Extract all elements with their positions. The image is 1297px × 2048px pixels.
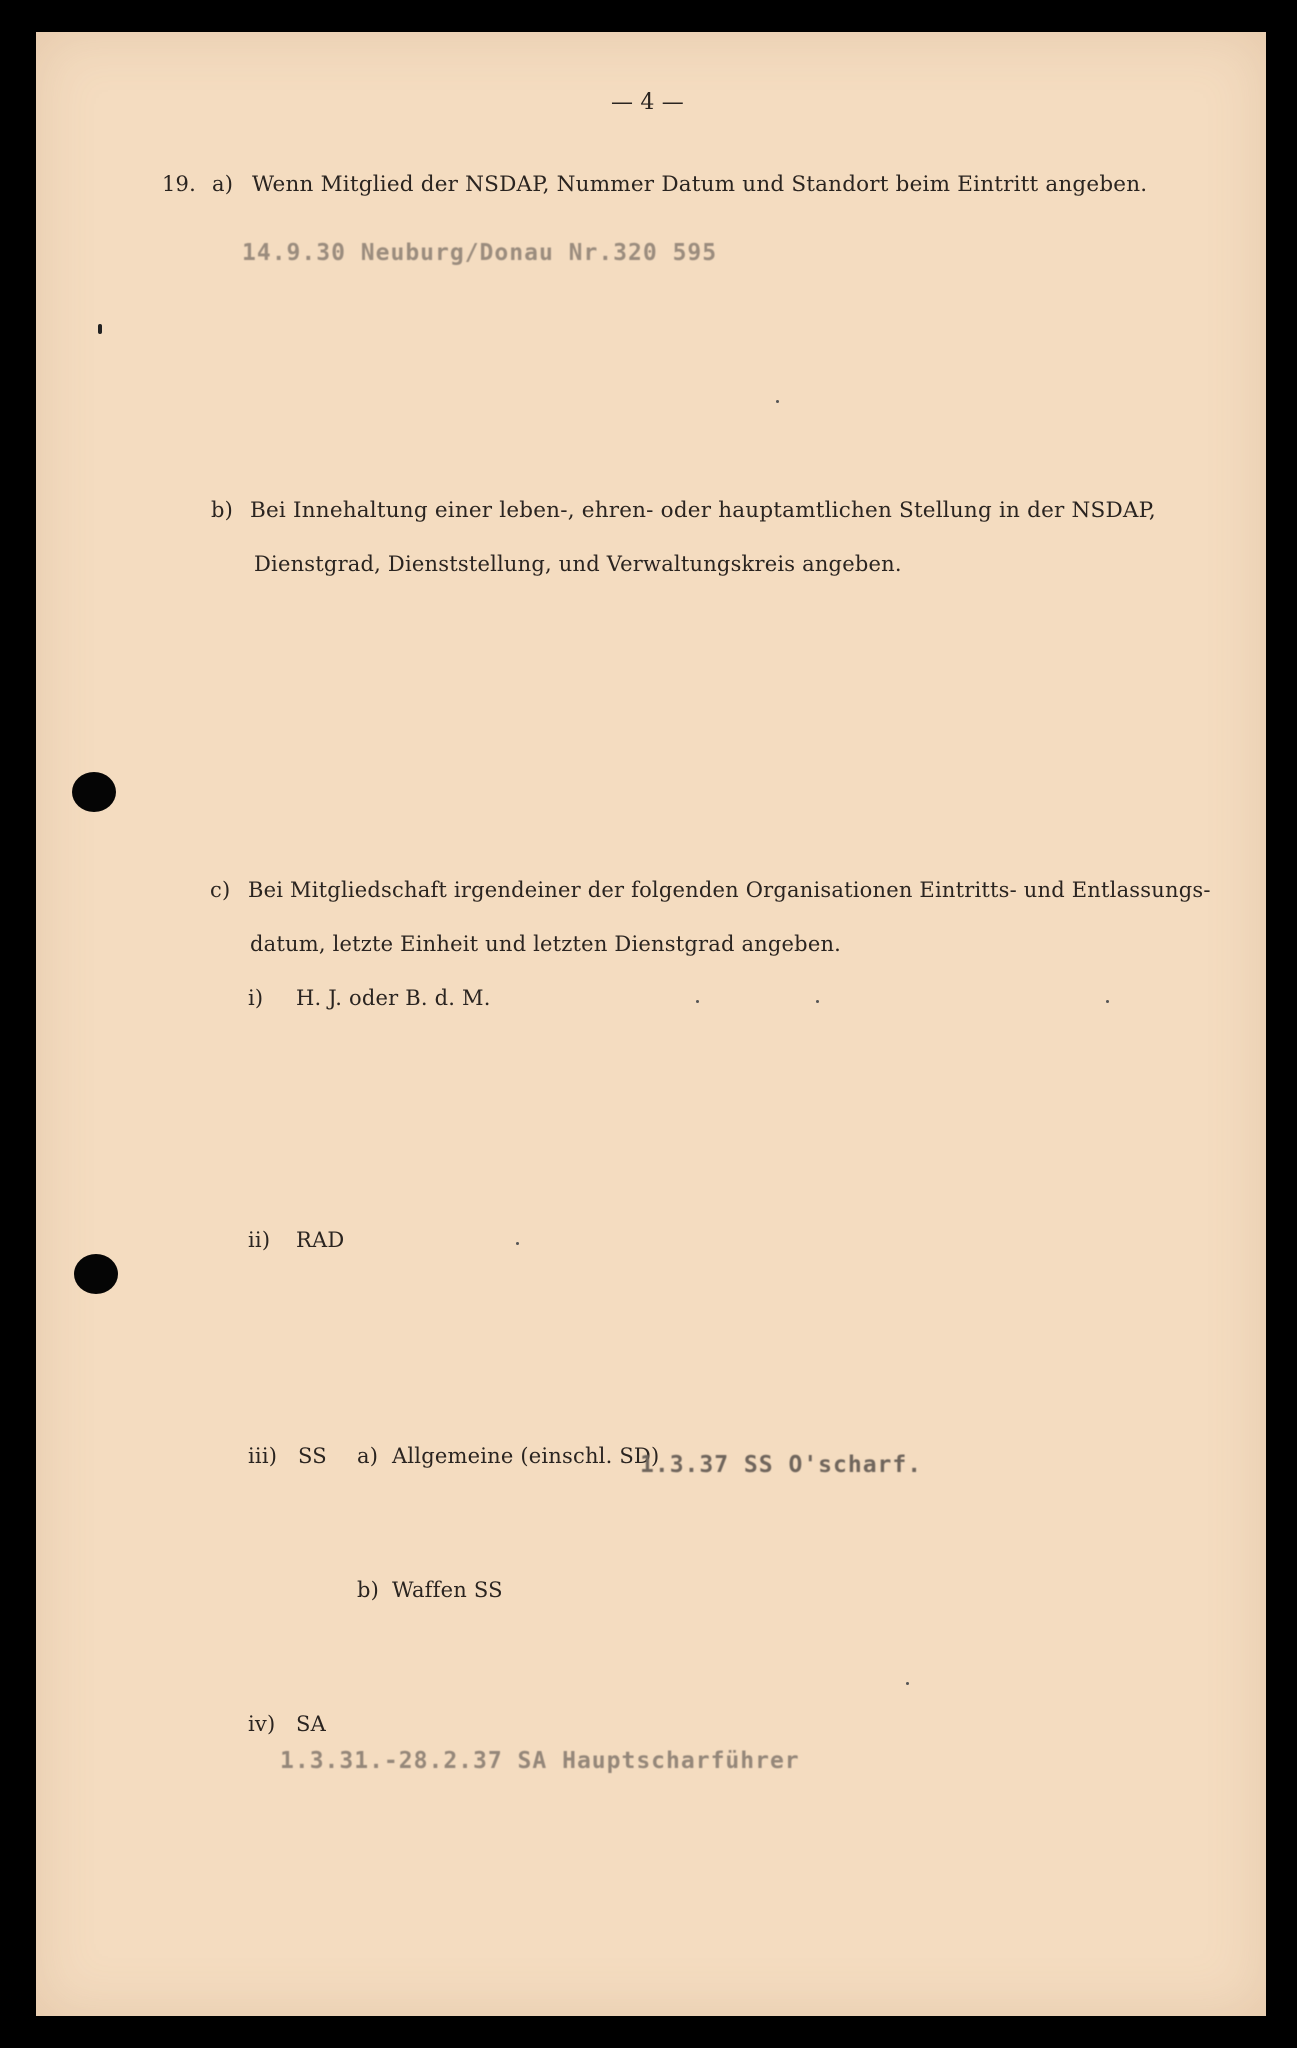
question-19c-marker: c) <box>210 878 231 902</box>
answer-iv: 1.3.31.-28.2.37 SA Hauptscharführer <box>280 1748 800 1774</box>
item-i-label: H. J. oder B. d. M. <box>296 986 491 1010</box>
paper-speck <box>1106 1000 1109 1003</box>
page-number: — 4 — <box>611 90 684 115</box>
paper-speck <box>906 1682 909 1685</box>
paper-speck <box>98 324 102 334</box>
paper-speck <box>696 1000 699 1003</box>
question-number: 19. <box>162 172 196 196</box>
item-iii-marker: iii) <box>248 1444 278 1468</box>
item-ii-label: RAD <box>296 1228 345 1252</box>
question-19b-line1: Bei Innehaltung einer leben-, ehren- oder hauptamtlichen Stellung in der NSDAP, <box>250 498 1156 523</box>
item-i-marker: i) <box>248 986 264 1010</box>
item-ii-marker: ii) <box>248 1228 271 1252</box>
document-page <box>36 32 1266 2016</box>
paper-speck <box>816 1000 819 1003</box>
answer-iii-a: 1.3.37 SS O'scharf. <box>640 1452 923 1478</box>
item-iv-marker: iv) <box>248 1712 276 1736</box>
question-19a-marker: a) <box>212 172 234 196</box>
item-iii-b-label: Waffen SS <box>392 1578 503 1602</box>
question-19c-line2: datum, letzte Einheit und letzten Dienstgrad angeben. <box>250 932 842 956</box>
item-iii-b-marker: b) <box>357 1578 380 1602</box>
item-iii-label: SS <box>298 1444 327 1468</box>
question-19a-text: Wenn Mitglied der NSDAP, Nummer Datum und Standort beim Eintritt angeben. <box>252 172 1148 197</box>
paper-speck <box>776 400 779 403</box>
punch-hole-bottom <box>74 1254 118 1294</box>
item-iv-label: SA <box>296 1712 326 1736</box>
item-iii-a-label: Allgemeine (einschl. SD) <box>392 1444 660 1468</box>
answer-19a: 14.9.30 Neuburg/Donau Nr.320 595 <box>242 240 718 266</box>
punch-hole-top <box>72 772 116 812</box>
paper-speck <box>516 1242 519 1245</box>
item-iii-a-marker: a) <box>357 1444 379 1468</box>
question-19b-marker: b) <box>211 498 234 522</box>
question-19c-line1: Bei Mitgliedschaft irgendeiner der folgenden Organisationen Eintritts- und Entlassungs- <box>248 878 1211 902</box>
question-19b-line2: Dienstgrad, Dienststellung, und Verwaltungskreis angeben. <box>254 552 902 576</box>
